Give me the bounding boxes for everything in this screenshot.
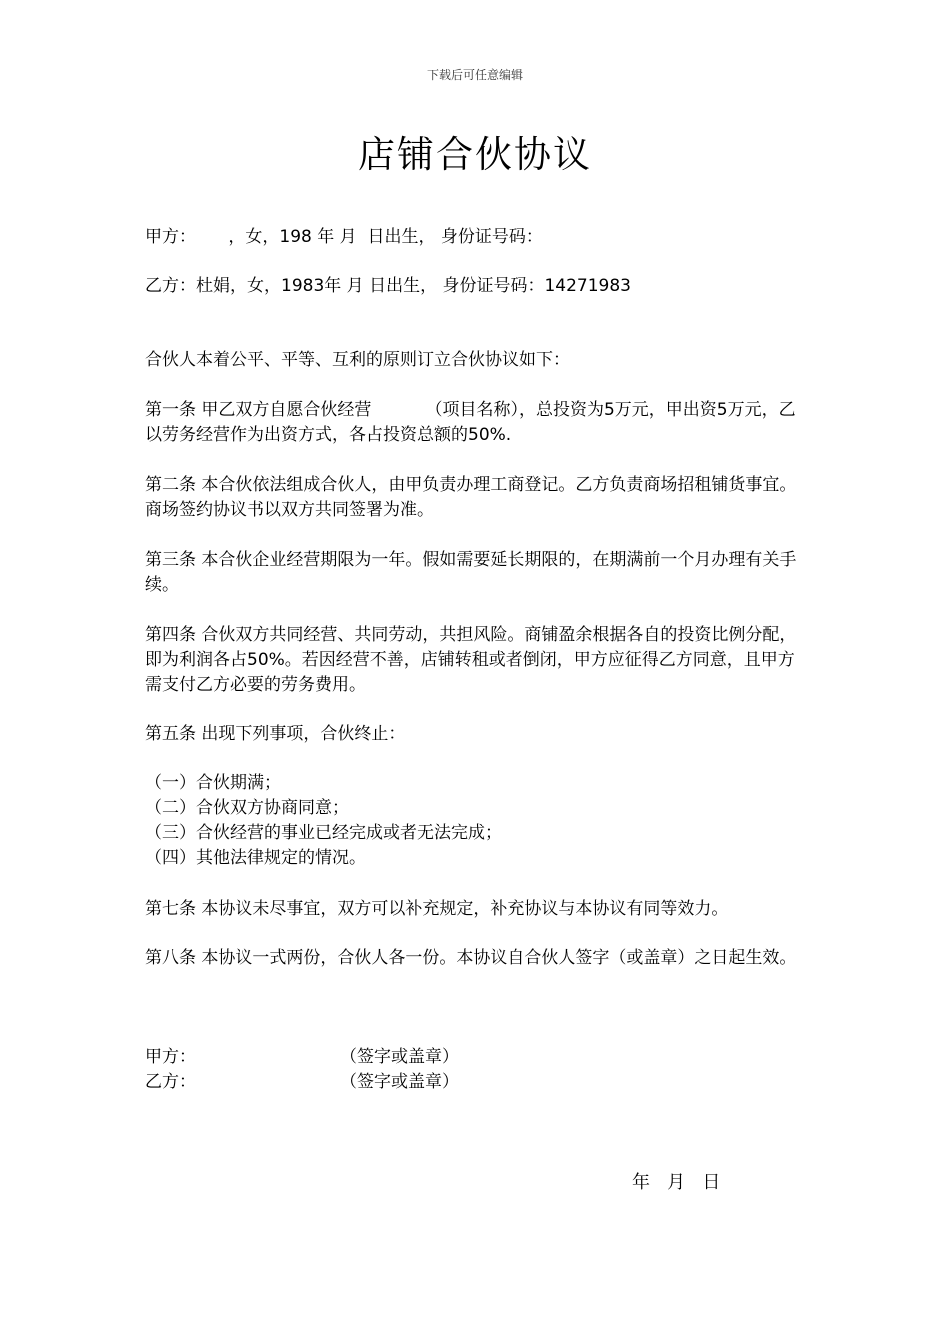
termination-item: （一）合伙期满； [145, 773, 281, 793]
party-b-signature-note: （签字或盖章） [340, 1072, 459, 1092]
article-7: 第七条 本协议未尽事宜，双方可以补充规定，补充协议与本协议有同等效力。 [145, 899, 729, 919]
party-a-signature-note: （签字或盖章） [340, 1047, 459, 1067]
article-3: 第三条 本合伙企业经营期限为一年。假如需要延长期限的，在期满前一个月办理有关手续。 [145, 550, 797, 595]
party-b-signature-label: 乙方： [145, 1072, 196, 1092]
article-4: 第四条 合伙双方共同经营、共同劳动，共担风险。商铺盈余根据各自的投资比例分配，即为利润各占50%。若因经营不善，店铺转租或者倒闭，甲方应征得乙方同意，且甲方需支付乙方必要的劳务费用。 [145, 625, 797, 695]
party-b-line: 乙方：杜娟，女，1983年 月 日出生， 身份证号码：14271983 [145, 276, 632, 296]
date-line: 年 月 日 [632, 1172, 721, 1193]
termination-item: （三）合伙经营的事业已经完成或者无法完成； [145, 823, 502, 843]
article-8: 第八条 本协议一式两份，合伙人各一份。本协议自合伙人签字（或盖章）之日起生效。 [145, 948, 797, 968]
intro-paragraph: 合伙人本着公平、平等、互利的原则订立合伙协议如下： [145, 350, 570, 370]
termination-item: （二）合伙双方协商同意； [145, 798, 349, 818]
termination-item: （四）其他法律规定的情况。 [145, 848, 366, 868]
party-a-signature-label: 甲方： [145, 1047, 196, 1067]
party-a-line: 甲方： ，女，198 年 月 日出生， 身份证号码： [145, 227, 543, 247]
header-note: 下载后可任意编辑 [426, 68, 523, 82]
article-2: 第二条 本合伙依法组成合伙人，由甲负责办理工商登记。乙方负责商场招租铺货事宜。商场签约协议书以双方共同签署为准。 [145, 475, 797, 520]
article-5: 第五条 出现下列事项，合伙终止： [145, 724, 406, 744]
document-title: 店铺合伙协议 [358, 133, 592, 176]
article-1: 第一条 甲乙双方自愿合伙经营 （项目名称），总投资为5万元，甲出资5万元，乙以劳务经营作为出资方式，各占投资总额的50%. [145, 400, 796, 445]
